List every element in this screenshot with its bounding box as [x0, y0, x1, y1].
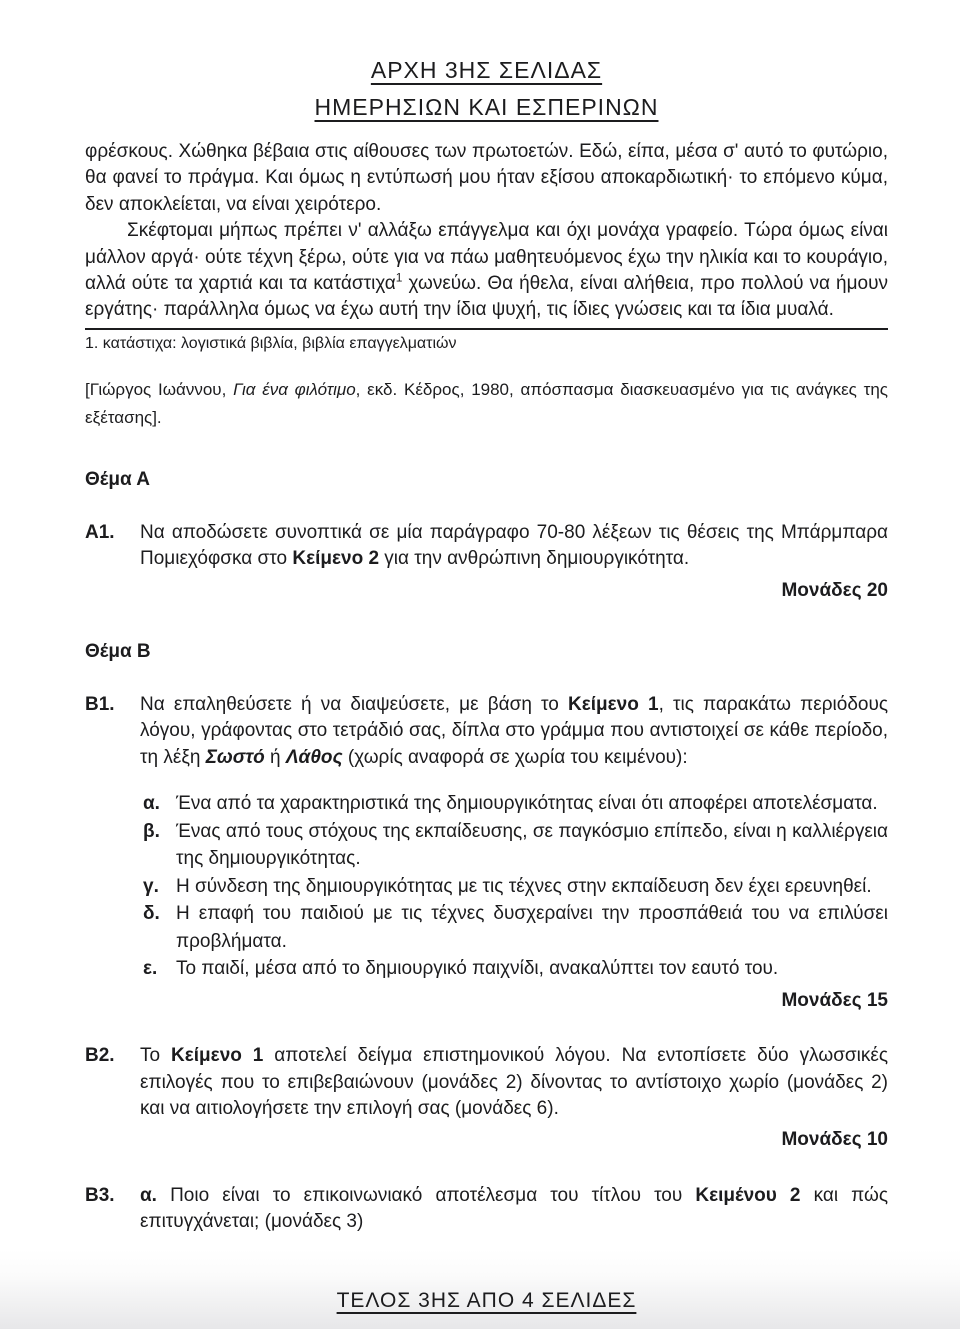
- page-footer: [85, 1289, 888, 1329]
- citation-details: , εκδ. Κέδρος, 1980, απόσπασμα διασκευασμένο για τις ανάγκες της εξέτασης].: [85, 379, 888, 427]
- statement-item-epsilon-text: Το παιδί, μέσα από το δημιουργικό παιχνίδι, ανακαλύπτει τον εαυτό του.: [176, 958, 779, 980]
- question-a1-seg2: για την ανθρώπινη δημιουργικότητα.: [379, 548, 690, 570]
- question-b2-text: [140, 1043, 888, 1122]
- statement-item-alpha: [140, 790, 888, 818]
- theme-a-title: Θέμα Α: [85, 468, 150, 490]
- question-b3-seg2: και πώς επιτυγχάνεται; (μονάδες 3): [140, 1184, 888, 1233]
- passage-paragraph-2-text: Σκέφτομαι μήπως πρέπει ν' αλλάξω επάγγελμα και όχι μονάχα γραφείο. Τώρα όμως είναι μάλλον αργά· ούτε τέχνη ξέρω, ούτε για να πάω μαθητευόμενος έχω την ηλικία και το κουράγιο, αλλά ούτε τα χαρτιά και τα κατάστιχα: [85, 220, 888, 295]
- page-footer-text: ΤΕΛΟΣ 3ΗΣ ΑΠΟ 4 ΣΕΛΙΔΕΣ: [336, 1289, 637, 1312]
- question-a1: [85, 520, 888, 573]
- question-b2: [85, 1043, 888, 1122]
- question-b1-option-false: Λάθος: [285, 746, 343, 768]
- passage-paragraph-1-text: φρέσκους. Χώθηκα βέβαια στις αίθουσες των πρωτοετών. Εδώ, είπα, μέσα σ' αυτό το φυτώριο, θα φανεί το πράγμα. Και όμως η εντύπωσή μου ήταν εξίσου αποκαρδιωτική· το επόμενο κύμα, δεν αποκλείεται, να είναι χειρότερο.: [85, 141, 888, 215]
- question-a1-text: [140, 520, 888, 573]
- question-b1-seg2: , τις παρακάτω περιόδους λόγου, γράφοντας στο τετράδιό σας, δίπλα στο γράμμα που αντιστοιχεί σε κάθε περίοδο, τη λέξη: [140, 694, 889, 768]
- citation-work-title: Για ένα φιλότιμο: [233, 379, 356, 399]
- page-header: [85, 52, 888, 126]
- question-b2-bold-ref: Κείμενο 1: [171, 1045, 264, 1067]
- passage-paragraph-2: [85, 218, 888, 324]
- true-false-statement-list: [140, 790, 888, 983]
- statement-item-delta-label: δ.: [143, 903, 160, 925]
- source-citation: [85, 376, 888, 432]
- statement-item-gamma: [140, 873, 888, 901]
- question-b1-marks: Μονάδες 15: [781, 989, 888, 1011]
- statement-item-delta-text: Η επαφή του παιδιού με τις τέχνες δυσχεραίνει την προσπάθειά του να επιλύσει προβλήματα.: [176, 903, 888, 952]
- footnote-reference: 1: [395, 270, 403, 285]
- statement-item-beta-text: Ένας από τους στόχους της εκπαίδευσης, σε παγκόσμιο επίπεδο, είναι η καλλιέργεια της δημιουργικότητας.: [176, 820, 888, 870]
- question-a1-marks: Μονάδες 20: [781, 579, 888, 601]
- question-b1-intro: [140, 692, 888, 771]
- statement-item-epsilon: [140, 955, 888, 983]
- statement-item-delta: [140, 900, 888, 955]
- passage-paragraph-1: [85, 139, 888, 218]
- citation-author: [Γιώργος Ιωάννου,: [85, 379, 234, 399]
- page-header-line-2: ΗΜΕΡΗΣΙΩΝ ΚΑΙ ΕΣΠΕΡΙΝΩΝ: [314, 94, 659, 120]
- statement-item-beta: [140, 818, 888, 873]
- question-b3: [85, 1183, 888, 1236]
- question-b3-text: [140, 1183, 888, 1236]
- question-b1-seg1: Να επαληθεύσετε ή να διαψεύσετε, με βάση το: [140, 694, 569, 716]
- question-b3-sub-label: α.: [140, 1184, 157, 1206]
- question-b3-bold-ref: Κειμένου 2: [695, 1184, 801, 1206]
- footnote: 1. κατάστιχα: λογιστικά βιβλία, βιβλία επαγγελματιών: [85, 334, 457, 352]
- passage-paragraph-2-text-cont: χωνεύω. Θα ήθελα, είναι αλήθεια, προ πολλού να ήμουν εργάτης· παράλληλα όμως να έχω αυτή την ίδια ψυχή, τις ίδιες γνώσεις και τα ίδια μυαλά.: [85, 273, 889, 321]
- question-b3-seg1: Ποιο είναι το επικοινωνιακό αποτέλεσμα του τίτλου του: [156, 1184, 696, 1206]
- question-b1-text: [140, 692, 888, 983]
- statement-item-alpha-label: α.: [143, 793, 160, 815]
- question-b3-label: Β3.: [85, 1184, 115, 1206]
- question-b1-seg3: ή: [264, 746, 286, 768]
- statement-item-alpha-text: Ένα από τα χαρακτηριστικά της δημιουργικότητας είναι ότι αποφέρει αποτελέσματα.: [176, 793, 878, 815]
- question-a1-seg1: Να αποδώσετε συνοπτικά σε μία παράγραφο 70-80 λέξεων τις θέσεις της Μπάρμπαρα Πομιεχόφσκα στο: [140, 521, 888, 570]
- question-b2-seg1: Το: [140, 1045, 172, 1067]
- question-a1-label: Α1.: [85, 521, 115, 543]
- statement-item-gamma-label: γ.: [143, 875, 159, 897]
- statement-item-beta-label: β.: [143, 820, 160, 842]
- question-b1-bold-ref: Κείμενο 1: [568, 694, 659, 716]
- question-b1-label: Β1.: [85, 694, 115, 716]
- statement-item-gamma-text: Η σύνδεση της δημιουργικότητας με τις τέχνες στην εκπαίδευση δεν έχει ερευνηθεί.: [176, 875, 872, 897]
- page-header-line-1: ΑΡΧΗ 3ΗΣ ΣΕΛΙΔΑΣ: [370, 57, 603, 83]
- question-b1-seg4: (χωρίς αναφορά σε χωρία του κειμένου):: [342, 746, 688, 768]
- theme-b-title: Θέμα Β: [85, 641, 151, 663]
- question-a1-bold-ref: Κείμενο 2: [292, 548, 380, 570]
- question-b1-option-true: Σωστό: [205, 746, 265, 768]
- question-b1: [85, 692, 888, 983]
- footnote-separator: [85, 328, 888, 330]
- statement-item-epsilon-label: ε.: [143, 958, 158, 980]
- question-b2-seg2: αποτελεί δείγμα επιστημονικού λόγου. Να εντοπίσετε δύο γλωσσικές επιλογές που το επιβεβαιώνουν (μονάδες 2) δίνοντας το αντίστοιχο χωρίο (μονάδες 2) και να αιτιολογήσετε την επιλογή σας (μονάδες 6).: [140, 1045, 889, 1119]
- question-b2-label: Β2.: [85, 1045, 115, 1067]
- question-b2-marks: Μονάδες 10: [781, 1129, 888, 1151]
